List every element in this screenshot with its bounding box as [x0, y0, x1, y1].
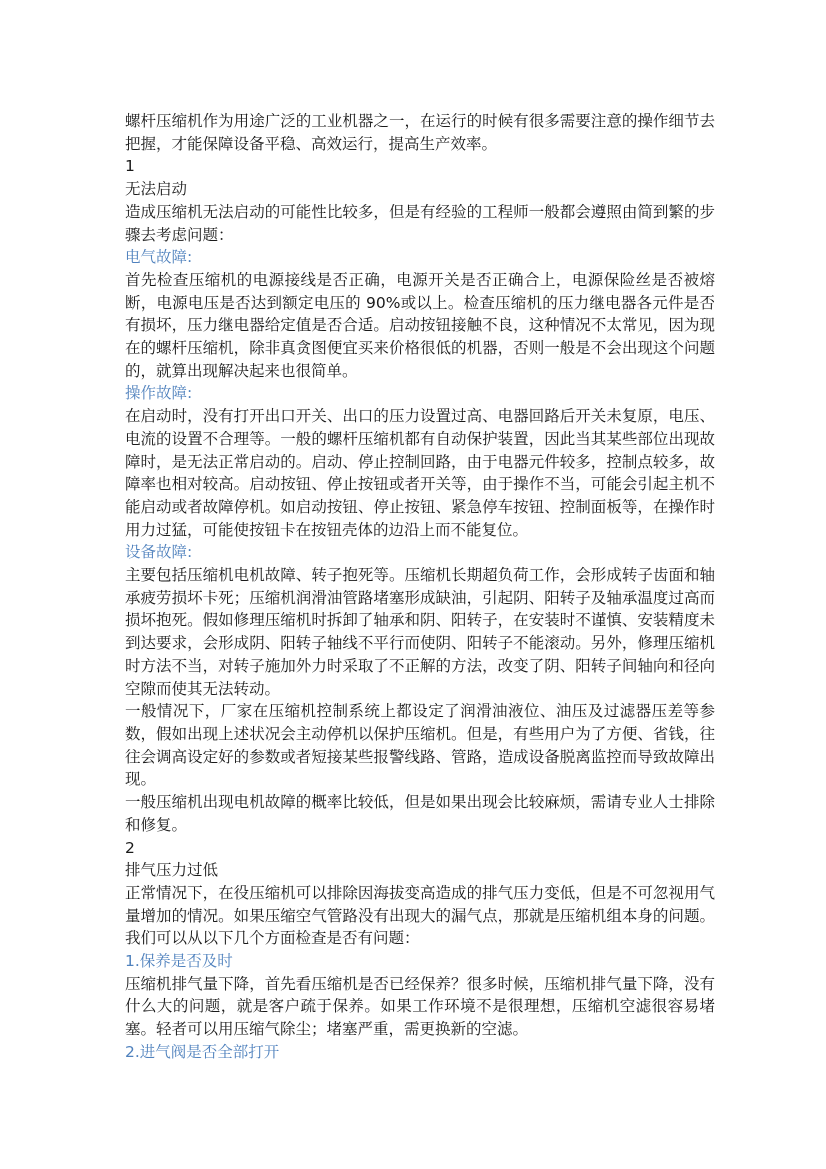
- subheading-intake-valve: 2.进气阀是否全部打开: [125, 1042, 280, 1061]
- control-system-paragraph: 一般情况下，厂家在压缩机控制系统上都设定了润滑油液位、油压及过滤器压差等参数，假如出现上述状况会主动停机以保护压缩机。但是，有些用户为了方便、省钱，往往会调高设定好的参数或者短接某些报警线路、管路，造成设备脱离监控而导致故障出现。: [125, 702, 715, 789]
- section-number-1: 1: [125, 157, 135, 176]
- section-number-2: 2: [125, 838, 135, 857]
- document-page: [125, 110, 715, 1064]
- section-title-low-discharge-pressure: 排气压力过低: [125, 861, 219, 880]
- section-1-intro-paragraph: 造成压缩机无法启动的可能性比较多，但是有经验的工程师一般都会遵照由简到繁的步骤去考虑问题：: [125, 202, 715, 244]
- section-title-startup-failure: 无法启动: [125, 180, 188, 199]
- maintenance-paragraph: 压缩机排气量下降，首先看压缩机是否已经保养？很多时候，压缩机排气量下降，没有什么大的问题，就是客户疏于保养。如果工作环境不是很理想，压缩机空滤很容易堵塞。轻者可以用压缩气除尘；堵塞严重，需更换新的空滤。: [125, 974, 715, 1039]
- section-2-intro-paragraph: 正常情况下，在役压缩机可以排除因海拔变高造成的排气压力变低，但是不可忽视用气量增加的情况。如果压缩空气管路没有出现大的漏气点，那就是压缩机组本身的问题。我们可以从以下几个方面检查是否有问题：: [125, 883, 715, 948]
- operation-fault-paragraph: 在启动时，没有打开出口开关、出口的压力设置过高、电器回路后开关未复原，电压、电流的设置不合理等。一般的螺杆压缩机都有自动保护装置，因此当其某些部位出现故障时，是无法正常启动的。启动、停止控制回路，由于电器元件较多，控制点较多，故障率也相对较高。启动按钮、停止按钮或者开关等，由于操作不当，可能会引起主机不能启动或者故障停机。如启动按钮、停止按钮、紧急停车按钮、控制面板等，在操作时用力过猛，可能使按钮卡在按钮壳体的边沿上而不能复位。: [125, 407, 715, 539]
- subheading-maintenance: 1.保养是否及时: [125, 952, 233, 971]
- equipment-fault-paragraph: 主要包括压缩机电机故障、转子抱死等。压缩机长期超负荷工作，会形成转子齿面和轴承疲劳损坏卡死；压缩机润滑油管路堵塞形成缺油，引起阴、阳转子及轴承温度过高而损坏抱死。假如修理压缩机时拆卸了轴承和阴、阳转子，在安装时不谨慎、安装精度未到达要求，会形成阴、阳转子轴线不平行而使阴、阳转子不能滚动。另外，修理压缩机时方法不当，对转子施加外力时采取了不正解的方法，改变了阴、阳转子间轴向和径向空隙而使其无法转动。: [125, 566, 715, 698]
- subheading-equipment-fault: 设备故障:: [125, 543, 193, 562]
- intro-paragraph: 螺杆压缩机作为用途广泛的工业机器之一，在运行的时候有很多需要注意的操作细节去把握，才能保障设备平稳、高效运行，提高生产效率。: [125, 112, 715, 153]
- electrical-fault-paragraph: 首先检查压缩机的电源接线是否正确，电源开关是否正确合上，电源保险丝是否被熔断，电源电压是否达到额定电压的 90%或以上。检查压缩机的压力继电器各元件是否有损坏，压力继电器给定值是否合适。启动按钮接触不良，这种情况不太常见，因为现在的螺杆压缩机，除非真贪图便宜买来价格很低的机器，否则一般是不会出现这个问题的，就算出现解决起来也很简单。: [125, 270, 715, 380]
- subheading-electrical-fault: 电气故障:: [125, 248, 193, 267]
- motor-fault-paragraph: 一般压缩机出现电机故障的概率比较低，但是如果出现会比较麻烦，需请专业人士排除和修复。: [125, 793, 715, 834]
- subheading-operation-fault: 操作故障:: [125, 384, 193, 403]
